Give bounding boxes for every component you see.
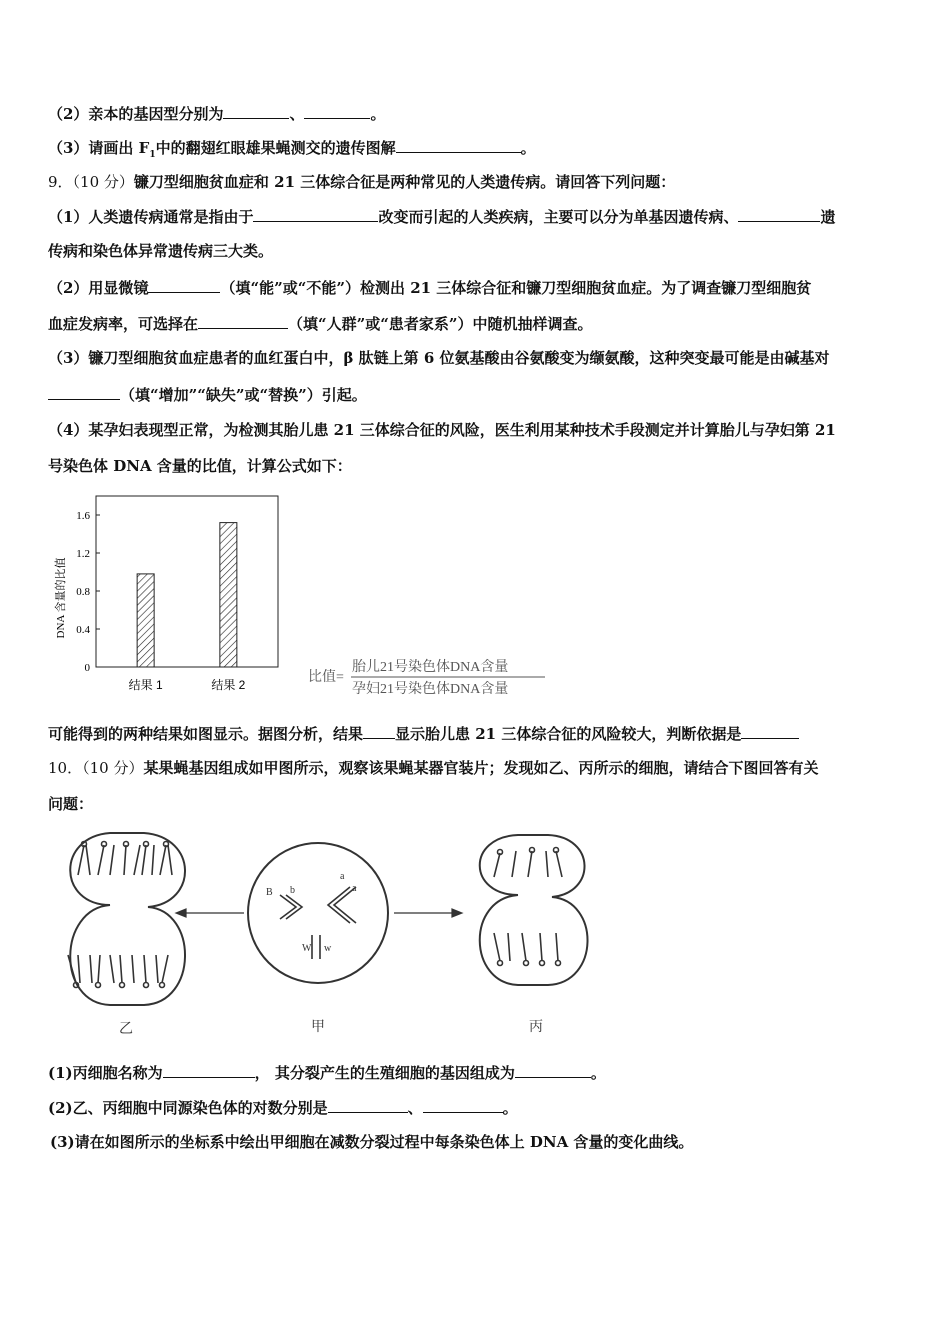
formula-denominator: 孕妇21号染色体DNA含量 xyxy=(352,682,509,697)
x-tick-labels xyxy=(129,677,246,692)
q9-part3-line1: （3）镰刀型细胞贫血症患者的血红蛋白中，β 肽链上第 6 位氨基酸由谷氨酸变为缬氨酸，这种突变最可能是由碱基对 xyxy=(48,349,830,367)
answer-blank[interactable] xyxy=(48,384,120,400)
answer-blank[interactable] xyxy=(253,206,378,222)
answer-blank[interactable] xyxy=(741,723,799,739)
answer-blank[interactable] xyxy=(304,103,370,119)
bar-2 xyxy=(220,523,237,667)
bar-1 xyxy=(137,574,154,667)
q10-part1: (1)丙细胞名称为 ， 其分裂产生的生殖细胞的基因组成为 。 xyxy=(48,1064,606,1082)
plot-frame xyxy=(96,496,278,667)
y-tick-label: 0 xyxy=(84,662,90,674)
label-jia: 甲 xyxy=(311,1019,325,1035)
answer-blank[interactable] xyxy=(515,1062,591,1078)
bars xyxy=(137,523,237,667)
q9-part1-line2: 传病和染色体异常遗传病三大类。 xyxy=(48,242,274,260)
q9-part3-line2: （填“增加”“缺失”或“替换”）引起。 xyxy=(48,384,910,405)
gene-label-B: B xyxy=(266,887,273,898)
formula-numerator: 胎儿21号染色体DNA含量 xyxy=(352,660,509,675)
q10-part2: (2)乙、丙细胞中同源染色体的对数分别是 、 。 xyxy=(48,1099,518,1117)
cell-division-figure xyxy=(48,825,608,1040)
dna-ratio-bar-chart xyxy=(40,490,560,705)
y-tick-label: 0.8 xyxy=(76,586,90,598)
q9-part4-result: 可能得到的两种结果如图显示。据图分析，结果 显示胎儿患 21 三体综合征的风险较大，判断依据是 xyxy=(48,723,910,744)
answer-blank[interactable] xyxy=(363,723,395,739)
y-axis-label: DNA 含量的比值 xyxy=(55,557,67,639)
arrowhead-yi xyxy=(176,909,186,917)
x-tick-label: 结果 2 xyxy=(211,678,246,692)
q9-part2-line2: 血症发病率，可选择在 （填“人群”或“患者家系”）中随机抽样调查。 xyxy=(48,315,593,333)
y-tick-label: 1.2 xyxy=(76,548,90,560)
q9-part1-line1: （1）人类遗传病通常是指由于 改变而引起的人类疾病，主要可以分为单基因遗传病、 遗 xyxy=(48,208,836,226)
x-tick-label: 结果 1 xyxy=(128,678,163,692)
chromosomes xyxy=(68,842,562,988)
answer-blank[interactable] xyxy=(328,1097,408,1113)
q10-header-line2: 问题： xyxy=(48,795,94,813)
q9-header: 9．（10 分）镰刀型细胞贫血症和 21 三体综合征是两种常见的人类遗传病。请回答下列问题： xyxy=(48,173,676,191)
q9-part2-line1: （2）用显微镜 （填“能”或“不能”）检测出 21 三体综合征和镰刀型细胞贫血症。为了调查镰刀型细胞贫 xyxy=(48,279,812,297)
cell-bing-membrane xyxy=(480,835,588,985)
q9-part4-line2: 号染色体 DNA 含量的比值，计算公式如下： xyxy=(48,457,352,475)
q10-part3: (3)请在如图所示的坐标系中绘出甲细胞在减数分裂过程中每条染色体上 DNA 含量的变化曲线。 xyxy=(50,1133,694,1151)
answer-blank[interactable] xyxy=(198,313,288,329)
y-tick-label: 1.6 xyxy=(76,510,90,522)
gene-label-W: W xyxy=(302,943,312,954)
answer-blank[interactable] xyxy=(396,137,521,153)
gene-label-b: b xyxy=(290,885,295,896)
cell-jia-membrane xyxy=(248,843,388,983)
answer-blank[interactable] xyxy=(148,277,220,293)
answer-blank[interactable] xyxy=(738,206,820,222)
y-tick-label: 0.4 xyxy=(76,624,90,636)
label-yi: 乙 xyxy=(119,1021,133,1037)
gene-label-w: w xyxy=(324,943,332,954)
answer-blank[interactable] xyxy=(163,1062,255,1078)
arrowhead-bing xyxy=(452,909,462,917)
answer-blank[interactable] xyxy=(223,103,289,119)
gene-label-a1: a xyxy=(340,871,345,882)
gene-label-a2: a xyxy=(352,883,357,894)
q8-part2: （2）亲本的基因型分别为 、 。 xyxy=(48,105,386,123)
label-bing: 丙 xyxy=(529,1019,543,1035)
q10-header: 10．（10 分）某果蝇基因组成如甲图所示，观察该果蝇某器官装片；发现如乙、丙所示的细胞，请结合下图回答有关 xyxy=(48,759,819,777)
answer-blank[interactable] xyxy=(423,1097,503,1113)
formula-prefix: 比值= xyxy=(308,670,344,685)
q9-part4-line1: （4）某孕妇表现型正常，为检测其胎儿患 21 三体综合征的风险，医生利用某种技术手段测定并计算胎儿与孕妇第 21 xyxy=(48,421,836,439)
q8-part3: （3）请画出 $F_1$中的翻翅红眼雄果蝇测交的遗传图解 。 xyxy=(48,139,536,160)
